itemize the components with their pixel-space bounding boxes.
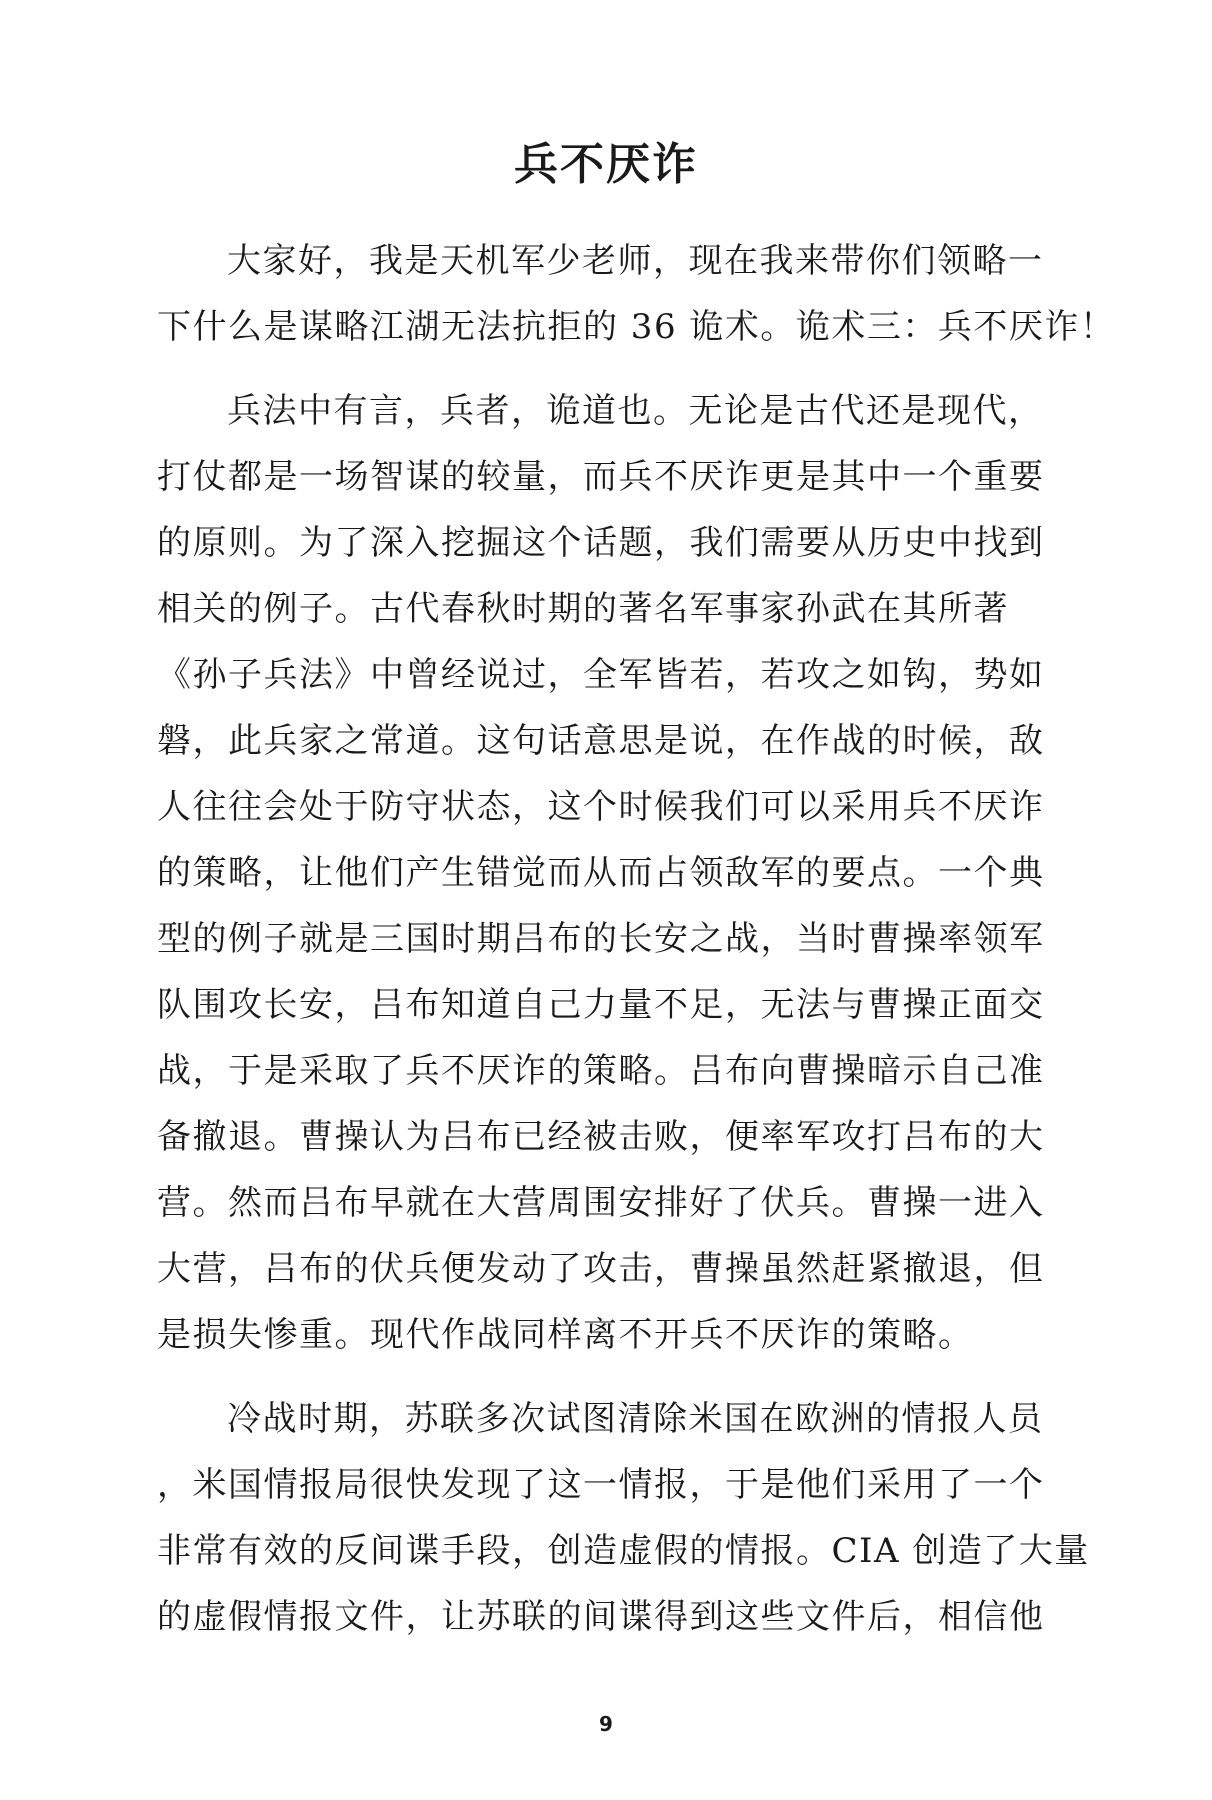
paragraph-1 <box>157 228 1116 360</box>
text-line: 的原则。为了深入挖掘这个话题，我们需要从历史中找到 <box>157 523 1045 563</box>
text-line: 相关的例子。古代春秋时期的著名军事家孙武在其所著 <box>157 589 1009 629</box>
text-line: 大家好，我是天机军少老师，现在我来带你们领略一 <box>227 241 1044 281</box>
page-title: 兵不厌诈 <box>514 139 698 190</box>
text-line: 非常有效的反间谍手段，创造虚假的情报。CIA 创造了大量 <box>157 1531 1090 1571</box>
text-line: 磐，此兵家之常道。这句话意思是说，在作战的时候，敌 <box>157 721 1045 761</box>
text-line: 大营，吕布的伏兵便发动了攻击，曹操虽然赶紧撤退，但 <box>157 1249 1045 1289</box>
page-number: 9 <box>599 1712 613 1736</box>
text-line: 备撤退。曹操认为吕布已经被击败，便率军攻打吕布的大 <box>157 1117 1045 1157</box>
text-line: 人往往会处于防守状态，这个时候我们可以采用兵不厌诈 <box>157 787 1045 827</box>
text-line: 打仗都是一场智谋的较量，而兵不厌诈更是其中一个重要 <box>157 457 1045 497</box>
text-line: 冷战时期，苏联多次试图清除米国在欧洲的情报人员 <box>227 1399 1044 1439</box>
text-line: 是损失惨重。现代作战同样离不开兵不厌诈的策略。 <box>157 1315 974 1355</box>
text-line: 营。然而吕布早就在大营周围安排好了伏兵。曹操一进入 <box>157 1183 1045 1223</box>
text-line: 《孙子兵法》中曾经说过，全军皆若，若攻之如钩，势如 <box>157 655 1045 695</box>
text-line: 型的例子就是三国时期吕布的长安之战，当时曹操率领军 <box>157 919 1045 959</box>
text-line: 的虚假情报文件，让苏联的间谍得到这些文件后，相信他 <box>157 1597 1045 1637</box>
text-line: 的策略，让他们产生错觉而从而占领敌军的要点。一个典 <box>157 853 1045 893</box>
text-line: 队围攻长安，吕布知道自己力量不足，无法与曹操正面交 <box>157 985 1045 1025</box>
text-line: 兵法中有言，兵者，诡道也。无论是古代还是现代， <box>227 391 1044 431</box>
paragraph-3 <box>157 1386 1090 1650</box>
paragraph-2 <box>157 378 1057 1368</box>
text-line: 下什么是谋略江湖无法抗拒的 36 诡术。诡术三：兵不厌诈！ <box>157 307 1116 347</box>
text-line: 战，于是采取了兵不厌诈的策略。吕布向曹操暗示自己准 <box>157 1051 1045 1091</box>
text-line: ，米国情报局很快发现了这一情报，于是他们采用了一个 <box>157 1465 1045 1505</box>
body-text <box>157 228 1116 1668</box>
